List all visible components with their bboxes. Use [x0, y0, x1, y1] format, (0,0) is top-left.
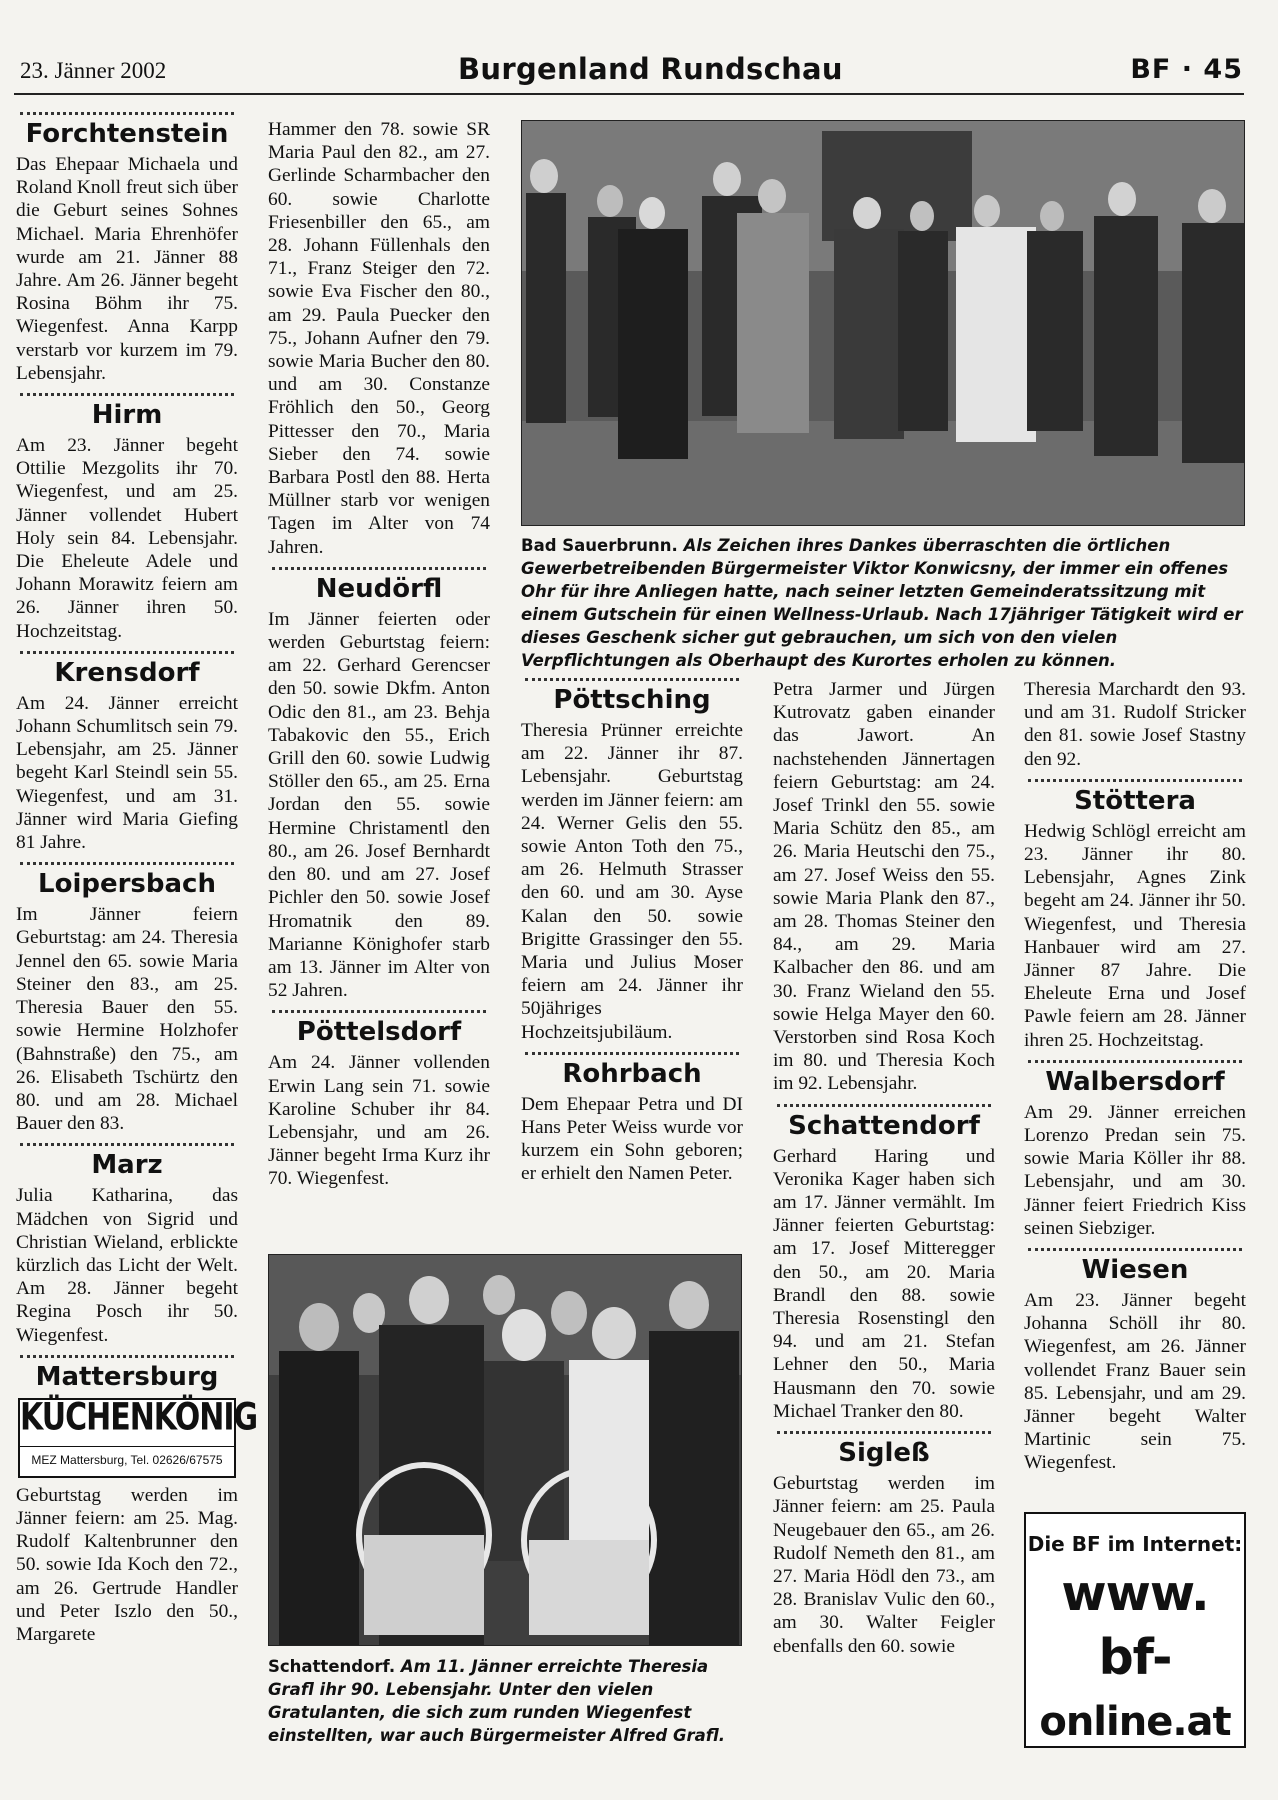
photo-schattendorf: [268, 1254, 742, 1646]
town-heading-hirm: Hirm: [91, 400, 163, 431]
article-neudoerfl: Im Jänner feierten oder werden Geburtstag feiern: am 22. Gerhard Gerencser den 50. sowie Dkfm. Anton Odic den 81., am 23. Behja Tabakovic den 55., Erich Grill den 60. sowie Ludwig Stöller den 65., am 25. Erna Jordan den 55. sowie Hermine Christamentl den 80., am 26. Josef Bernhardt den 80. und am 27. Josef Pichler den 50. sowie Josef Hromatnik den 89. Marianne Könighofer starb am 13. Jänner im Alter von 52 Jahren.: [268, 608, 490, 1002]
town-heading-neudoerfl: Neudörfl: [315, 573, 443, 604]
section-divider: [20, 651, 234, 654]
page-number: BF · 45: [1130, 54, 1243, 85]
column-5: [1024, 678, 1246, 1475]
article-forchtenstein: Das Ehepaar Michaela und Roland Knoll freut sich über die Geburt seines Sohnes Michael. Maria Ehrenhöfer wurde am 21. Jänner 88 Jahre. Am 26. Jänner begeht Rosina Böhm ihr 75. Wiegenfest. Anna Karpp verstarb vor kurzem im 79. Lebensjahr.: [16, 154, 238, 384]
ad-logo: KÜCHENKÖNIG: [20, 1395, 258, 1440]
photo-bad-sauerbrunn: [521, 120, 1245, 526]
section-divider: [20, 393, 234, 396]
article-krensdorf: Am 24. Jänner erreicht Johann Schumlitsch sein 79. Lebensjahr, am 25. Jänner begeht Karl Steindl sein 55. Wiegenfest, und am 31. Jänner wird Maria Giefing 81 Jahre.: [16, 692, 238, 854]
bf-url-line-1: www.: [1061, 1565, 1209, 1622]
bf-internet-box: [1024, 1512, 1246, 1748]
section-divider: [525, 678, 739, 681]
article-poettelsdorf: Am 24. Jänner vollenden Erwin Lang sein 71. sowie Karoline Schuber ihr 84. Lebensjahr, und am 26. Jänner begeht Irma Kurz ihr 70. Wiegenfest.: [268, 1052, 490, 1190]
section-divider: [20, 862, 234, 865]
article-sigless: Geburtstag werden im Jänner feiern: am 25. Paula Neugebauer den 65., am 26. Rudolf Nemeth den 81., am 27. Maria Hödl den 73., am 28. Branislav Vulic den 60., am 30. Walter Feigler ebenfalls den 60. sowie: [773, 1473, 995, 1657]
town-heading-walbersdorf: Walbersdorf: [1045, 1066, 1225, 1097]
section-divider: [20, 112, 234, 115]
section-divider: [272, 1010, 486, 1013]
caption-body: Am 11. Jänner erreichte Theresia Grafl ihr 90. Lebensjahr. Unter den vielen Gratulanten, die sich zum runden Wiegenfest einstellten, war auch Bürgermeister Alfred Grafl.: [268, 1657, 726, 1745]
town-heading-poettsching: Pöttsching: [553, 685, 711, 715]
town-heading-poettelsdorf: Pöttelsdorf: [296, 1017, 462, 1048]
article-poettsching: Theresia Prünner erreichte am 22. Jänner ihr 87. Lebensjahr. Geburtstag werden im Jänner feiern: am 24. Werner Gelis den 55. sowie Anton Toth den 75., am 26. Helmuth Strasser den 60. und am 30. Ayse Kalan den 50. sowie Brigitte Grassinger den 55. Maria und Julius Moser feiern am 24. Jänner ihr 50jähriges Hochzeitsjubiläum.: [521, 720, 743, 1043]
caption-lead: Schattendorf.: [268, 1657, 396, 1676]
section-divider: [272, 567, 486, 570]
town-heading-mattersburg: Mattersburg: [35, 1361, 219, 1392]
article-rohrbach: Dem Ehepaar Petra und DI Hans Peter Weiss wurde vor kurzem ein Sohn geboren; er erhielt den Namen Peter.: [521, 1093, 743, 1185]
section-divider: [1028, 1248, 1242, 1251]
article-mattersburg: Geburtstag werden im Jänner feiern: am 25. Mag. Rudolf Kaltenbrunner den 50. sowie Ida Koch den 72., am 26. Gertrude Handler und Peter Iszlo den 50., Margarete: [16, 1484, 238, 1645]
section-divider: [777, 1431, 991, 1434]
column-2: [268, 118, 490, 1191]
article-rohrbach-continued: Petra Jarmer und Jürgen Kutrovatz gaben einander das Jawort. An nachstehenden Jännertagen feiern Geburtstag: am 24. Josef Trinkl den 55. sowie Maria Schütz den 85., am 26. Maria Heutschi den 75., am 27. Josef Weiss den 55. sowie Maria Plank den 87., am 28. Thomas Steiner den 84., am 29. Maria Kalbacher den 86. und am 30. Franz Wieland den 55. sowie Helga Mayer den 60. Verstorben sind Rosa Koch im 80. und Theresia Koch im 92. Lebensjahr.: [773, 679, 995, 1095]
bf-url-line-3: online.at: [1039, 1699, 1231, 1745]
section-divider: [777, 1104, 991, 1107]
column-4: [773, 678, 995, 1658]
issue-date: 23. Jänner 2002: [20, 58, 167, 83]
article-hirm: Am 23. Jänner begeht Ottilie Mezgolits ihr 70. Wiegenfest, und am 25. Jänner vollendet Hubert Holy sein 84. Lebensjahr. Die Eheleute Adele und Johann Morawitz feiern am 26. Jänner ihren 50. Hochzeitstag.: [16, 435, 238, 642]
ad-contact-line: MEZ Mattersburg, Tel. 02626/67575: [20, 1446, 234, 1472]
article-sigless-continued: Theresia Marchardt den 93. und am 31. Rudolf Stricker den 81. sowie Josef Stastny den 92.: [1024, 679, 1246, 770]
group-photo-illustration: [522, 121, 1244, 525]
article-marz: Julia Katharina, das Mädchen von Sigrid und Christian Wieland, erblickte kürzlich das Licht der Welt. Am 28. Jänner begeht Regina Posch ihr 50. Wiegenfest.: [16, 1185, 238, 1346]
town-heading-schattendorf: Schattendorf: [788, 1110, 980, 1141]
article-stoettera: Hedwig Schlögl erreicht am 23. Jänner ihr 80. Lebensjahr, Agnes Zink begeht am 24. Jänner ihr 50. Wiegenfest, und Theresia Hanbauer wird am 27. Jänner 87 Jahre. Die Eheleute Erna und Josef Pawle feiern am 28. Jänner ihren 25. Hochzeitstag.: [1024, 820, 1246, 1051]
caption-body: Als Zeichen ihres Dankes überraschten die örtlichen Gewerbetreibenden Bürgermeister Viktor Konwicsny, der immer ein offenes Ohr für ihre Anliegen hatte, nach seiner letzten Gemeinderatssitzung mit einem Gutschein für einen Wellness-Urlaub. Nach 17jähriger Tätigkeit wird er dieses Geschenk sicher gut gebrauchen, um sich von den vielen Verpflichtungen als Oberhaupt des Kurortes erholen zu können.: [521, 536, 1243, 670]
article-mattersburg-continued: Hammer den 78. sowie SR Maria Paul den 82., am 27. Gerlinde Scharmbacher den 60. sowie Charlotte Friesenbiller den 65., am 28. Johann Füllenhals den 71., Franz Steiger den 72. sowie Eva Fischer den 80., am 29. Paula Puecker den 75., Johann Aufner den 79. sowie Maria Bucher den 80. und am 30. Constanze Fröhlich den 50., Georg Pittesser den 70., Maria Sieber den 74. sowie Barbara Postl den 88. Herta Müllner starb vor wenigen Tagen im Alter von 74 Jahren.: [268, 119, 490, 558]
header-rule: [14, 93, 1244, 95]
town-heading-krensdorf: Krensdorf: [54, 657, 200, 688]
column-3: [521, 678, 743, 1186]
section-divider: [20, 1143, 234, 1146]
advertisement-kuechenkoenig: [18, 1395, 258, 1478]
town-heading-wiesen: Wiesen: [1081, 1255, 1189, 1286]
town-heading-sigless: Sigleß: [838, 1438, 930, 1469]
bf-internet-heading: Die BF im Internet:: [1027, 1532, 1243, 1556]
section-divider: [20, 1355, 234, 1358]
column-1: [16, 112, 258, 1646]
bf-url-line-2: bf-: [1098, 1629, 1172, 1686]
newspaper-title: Burgenland Rundschau: [458, 52, 843, 86]
section-divider: [1028, 1060, 1242, 1063]
section-divider: [525, 1052, 739, 1055]
town-heading-loipersbach: Loipersbach: [38, 869, 216, 900]
article-loipersbach: Im Jänner feiern Geburtstag: am 24. Theresia Jennel den 65. sowie Maria Steiner den 83., am 25. Theresia Bauer den 55. sowie Hermine Holzhofer (Bahnstraße) den 75., am 26. Elisabeth Tschürtz den 80. und am 28. Michael Bauer den 83.: [16, 904, 238, 1135]
town-heading-rohrbach: Rohrbach: [562, 1058, 702, 1089]
section-divider: [1028, 779, 1242, 782]
birthday-photo-illustration: [269, 1255, 741, 1645]
caption-bad-sauerbrunn: [521, 534, 1246, 672]
caption-lead: Bad Sauerbrunn.: [521, 536, 678, 555]
town-heading-marz: Marz: [91, 1150, 163, 1181]
article-wiesen: Am 23. Jänner begeht Johanna Schöll ihr 80. Wiegenfest, am 26. Jänner vollendet Franz Bauer sein 85. Lebensjahr, und am 29. Jänner begeht Walter Martinic sein 75. Wiegenfest.: [1024, 1290, 1246, 1474]
town-heading-stoettera: Stöttera: [1074, 785, 1196, 816]
caption-schattendorf: [268, 1655, 744, 1747]
article-walbersdorf: Am 29. Jänner erreichen Lorenzo Predan sein 75. sowie Maria Köller ihr 88. Lebensjahr, und am 30. Jänner feiert Friedrich Kiss seinen Siebziger.: [1024, 1101, 1246, 1239]
town-heading-forchtenstein: Forchtenstein: [25, 119, 229, 149]
article-schattendorf: Gerhard Haring und Veronika Kager haben sich am 17. Jänner vermählt. Im Jänner feierten Geburtstag: am 17. Josef Mitteregger den 50., am 20. Maria Brandl den 88. sowie Theresia Rosenstingl den 94. und am 21. Stefan Lehner den 50., Maria Hausmann den 70. sowie Michael Tranker den 80.: [773, 1145, 995, 1422]
